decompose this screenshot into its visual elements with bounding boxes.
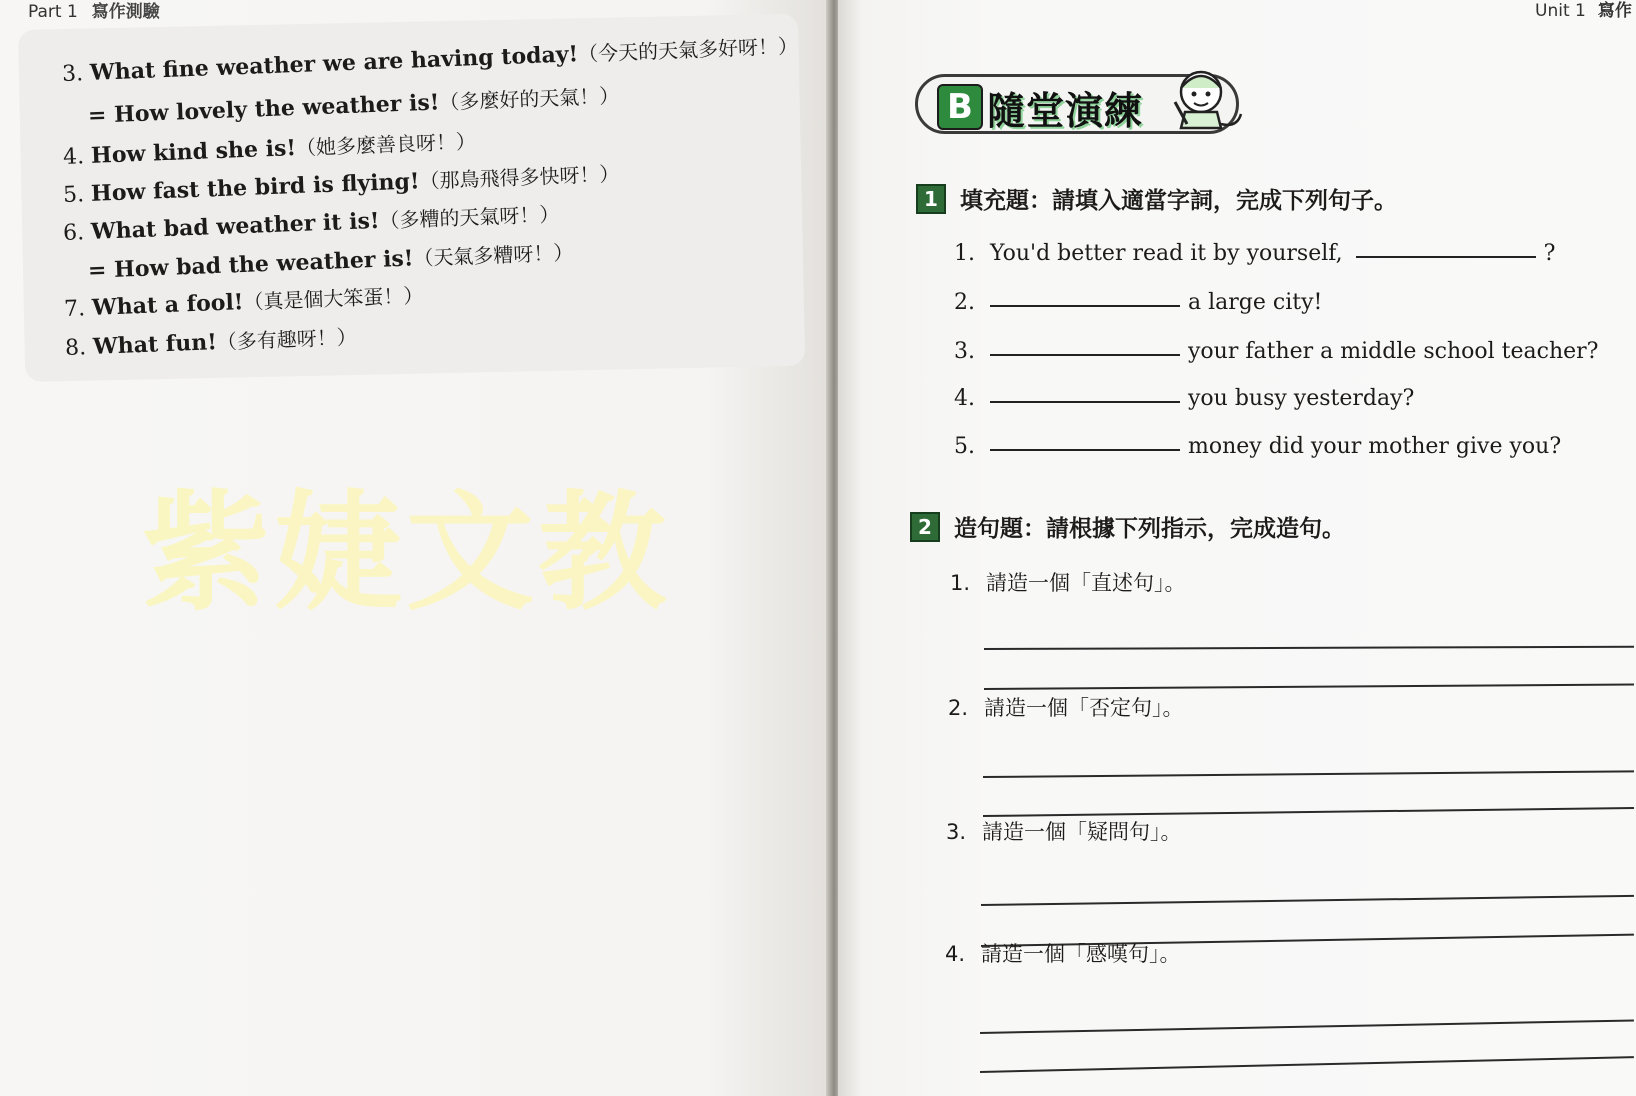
left-page-header (28, 0, 160, 22)
example-line: 3. What fine weather we are having today!（今天的天氣多好呀！） (61, 33, 799, 87)
section-1-badge: 1 (916, 184, 946, 214)
student-mascot-icon (1161, 62, 1251, 138)
section-1-title: 填充題：請填入適當字詞，完成下列句子。 (960, 188, 1397, 214)
sentence-question: 1. 請造一個「直述句」。 (950, 571, 1186, 595)
example-line: 6. What bad weather it is!（多糟的天氣呀！） (62, 201, 560, 246)
answer-blank[interactable] (1356, 255, 1536, 258)
answer-blank[interactable] (990, 448, 1180, 451)
example-line: 5. How fast the bird is flying!（那鳥飛得多快呀！） (62, 161, 620, 208)
banner-badge: B (937, 84, 983, 130)
right-page (838, 0, 1636, 1096)
unit-label: Unit 1 (1535, 1, 1586, 21)
example-line: 7. What a fool!（真是個大笨蛋！） (63, 283, 424, 322)
example-line: = How bad the weather is!（天氣多糟呀！） (87, 240, 574, 284)
unit-title: 寫作 (1597, 1, 1632, 21)
banner-title: 隨堂演練 (987, 89, 1144, 133)
watermark: 紫婕文教 (142, 479, 671, 628)
example-line: = How lovely the weather is!（多麼好的天氣！） (87, 83, 620, 129)
fill-question: 1. You'd better read it by yourself, ? (954, 241, 1556, 266)
sentence-question: 2. 請造一個「否定句」。 (948, 696, 1184, 720)
fill-question: 4. you busy yesterday? (954, 386, 1415, 411)
fill-question: 5. money did your mother give you? (954, 434, 1562, 459)
sentence-question: 3. 請造一個「疑問句」。 (946, 820, 1182, 844)
part-label: Part 1 (28, 2, 78, 22)
sentence-question: 4. 請造一個「感嘆句」。 (945, 942, 1181, 966)
part-title: 寫作測驗 (91, 2, 160, 22)
fill-question: 3. your father a middle school teacher? (954, 339, 1599, 364)
answer-blank[interactable] (990, 400, 1180, 403)
section-1-heading (916, 182, 1397, 215)
fill-question: 2. a large city! (954, 290, 1323, 315)
example-line: 8. What fun!（多有趣呀！） (64, 324, 358, 361)
right-page-header (1535, 0, 1632, 21)
section-2-heading (910, 510, 1345, 543)
example-line: 4. How kind she is!（她多麼善良呀！） (62, 129, 477, 170)
section-2-badge: 2 (910, 512, 940, 542)
section-2-title: 造句題：請根據下列指示，完成造句。 (954, 516, 1345, 542)
answer-blank[interactable] (990, 304, 1180, 307)
practice-banner (915, 62, 1250, 138)
answer-blank[interactable] (990, 353, 1180, 356)
